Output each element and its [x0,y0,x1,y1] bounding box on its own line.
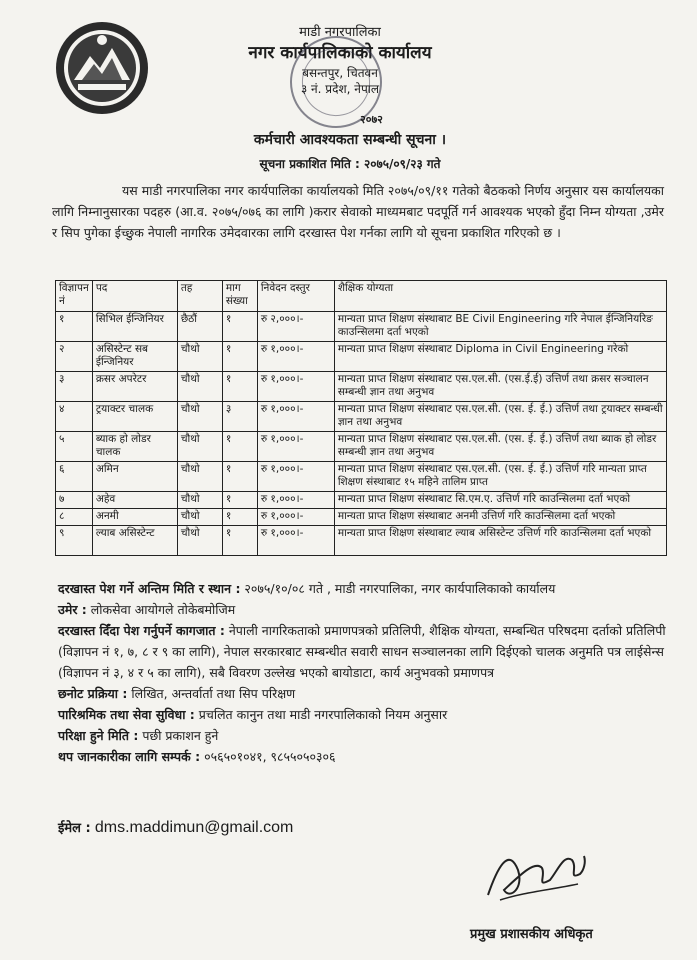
cell-count: १ [222,312,257,342]
cell-post: असिस्टेन्ट सब ईन्जिनियर [92,342,177,372]
table-row [56,509,667,526]
cell-post: ट्रयाक्टर चालक [92,402,177,432]
province-line: ३ नं. प्रदेश, नेपाल [300,82,380,96]
cell-fee: रु १,०००।- [257,509,334,526]
notice-intro-paragraph: यस माडी नगरपालिका नगर कार्यपालिका कार्यालयको मिति २०७५/०९/११ गतेको बैठकको निर्णय अनुसार यस कार्यालयका लागि निम्नानुसारका पदहरु (आ.व. २०७५/०७६ का लागि )करार सेवाको माध्यमबाट पदपूर्ति गर्न आवश्यक भएको हुँदा निम्न योग्यता ,उमेर र सिप पुगेका ईच्छुक नेपाली नागरिक उमेदवारका लागि दरखास्त पेश गर्नका लागि यो सूचना प्रकाशित गरिएको छ । [52,183,664,240]
notice-title: कर्मचारी आवश्यकता सम्बन्धी सूचना । [253,132,447,148]
cell-level: छैठौं [177,312,222,342]
cell-ad-number: ६ [56,462,93,492]
cell-post: अनमी [92,509,177,526]
municipality-name: माडी नगरपालिका [299,25,381,40]
exam-value: पछी प्रकाशन हुने [142,728,219,743]
cell-qualification: मान्यता प्राप्त शिक्षण संस्थाबाट एस.एल.सी. (एस. ई. ई.) उत्तिर्ण तथा ट्रयाक्टर सम्बन्धी ज्ञान तथा अनुभव [334,402,666,432]
office-address: बसन्तपुर, चितवन [302,66,378,80]
age-label: उमेर : [58,602,87,617]
cell-post: ल्याब असिस्टेन्ट [92,526,177,556]
cell-fee: रु १,०००।- [257,526,334,556]
age-value: लोकसेवा आयोगले तोकेबमोजिम [90,602,236,617]
cell-qualification: मान्यता प्राप्त शिक्षण संस्थाबाट Diploma in Civil Engineering गरेको [334,342,666,372]
vacancy-table [55,280,667,556]
cell-post: अहेव [92,492,177,509]
cell-ad-number: १ [56,312,93,342]
contact-label: थप जानकारीका लागि सम्पर्क : [58,749,201,764]
cell-count: १ [222,462,257,492]
cell-level: चौथो [177,509,222,526]
cell-post: अमिन [92,462,177,492]
deadline-line [58,578,666,599]
email-line [58,818,293,837]
cell-post: ब्याक हो लोडर चालक [92,432,177,462]
header-fee: निवेदन दस्तुर [257,281,334,312]
header-post: पद [92,281,177,312]
cell-qualification: मान्यता प्राप्त शिक्षण संस्थाबाट एस.एल.सी. (एस. ई. ई.) उत्तिर्ण गरि मान्यता प्राप्त शिक्षण संस्थाबाट १५ महिने तालिम प्राप्त [334,462,666,492]
cell-ad-number: २ [56,342,93,372]
table-row [56,492,667,509]
table-row [56,342,667,372]
cell-fee: रु १,०००।- [257,402,334,432]
cell-level: चौथो [177,432,222,462]
header-qualification: शैक्षिक योग्यता [334,281,666,312]
documents-label: दरखास्त दिँदा पेश गर्नुपर्ने कागजात : [58,623,225,638]
cell-count: ३ [222,402,257,432]
table-row [56,526,667,556]
cell-ad-number: ३ [56,372,93,402]
documents-value: नेपाली नागरिकताको प्रमाणपत्रको प्रतिलिपी, शैक्षिक योग्यता, सम्बन्धित परिषदमा दर्ताको प्रतिलिपी (विज्ञापन नं १, ७, ८ र ९ का लागि), नेपाल सरकारबाट सम्बन्धीत सवारी साधन सञ्चालनका लागि दिईएको चालक अनुमति पत्र लाईसेन्स (विज्ञापन नं ३, ४ र ५ का लागि), सबै विवरण उल्लेख भएको बायोडाटा, कार्य अनुभवको प्रमाणपत्र [58,623,666,680]
cell-qualification: मान्यता प्राप्त शिक्षण संस्थाबाट अनमी उत्तिर्ण गरि काउन्सिलमा दर्ता भएको [334,509,666,526]
header-level: तह [177,281,222,312]
cell-fee: रु १,०००।- [257,342,334,372]
header-count: माग संख्या [222,281,257,312]
cell-count: १ [222,372,257,402]
contact-value: ०५६५०१०४१, ९८५५०५०३०६ [204,749,336,764]
cell-level: चौथो [177,492,222,509]
government-emblem-icon [52,18,152,118]
cell-count: १ [222,492,257,509]
table-row [56,402,667,432]
cell-level: चौथो [177,372,222,402]
pay-label: पारिश्रमिक तथा सेवा सुविधा : [58,707,195,722]
cell-ad-number: ९ [56,526,93,556]
cell-count: १ [222,509,257,526]
cell-post: सिभिल ईन्जिनियर [92,312,177,342]
office-name: नगर कार्यपालिकाको कार्यालय [248,43,432,63]
table-row [56,312,667,342]
cell-fee: रु २,०००।- [257,312,334,342]
cell-level: चौथो [177,342,222,372]
cell-ad-number: ८ [56,509,93,526]
table-row [56,372,667,402]
cell-ad-number: ७ [56,492,93,509]
selection-label: छनोट प्रक्रिया : [58,686,128,701]
selection-line [58,683,666,704]
cell-count: १ [222,432,257,462]
table-header-row [56,281,667,312]
cell-qualification: मान्यता प्राप्त शिक्षण संस्थाबाट एस.एल.सी. (एस.ई.ई) उत्तिर्ण तथा क्रसर सञ्चालन सम्बन्धी ज्ञान तथा अनुभव [334,372,666,402]
officer-title: प्रमुख प्रशासकीय अधिकृत [470,927,593,942]
published-date: सूचना प्रकाशित मिति : २०७५/०९/२३ गते [259,157,441,171]
deadline-label: दरखास्त पेश गर्ने अन्तिम मिति र स्थान : [58,581,241,596]
table-row [56,462,667,492]
cell-count: १ [222,526,257,556]
pay-value: प्रचलित कानुन तथा माडी नगरपालिकाको नियम अनुसार [198,707,448,722]
exam-line [58,725,666,746]
cell-fee: रु १,०००।- [257,372,334,402]
cell-level: चौथो [177,526,222,556]
exam-label: परिक्षा हुने मिति : [58,728,139,743]
application-details [58,578,666,767]
cell-fee: रु १,०००।- [257,462,334,492]
cell-fee: रु १,०००।- [257,492,334,509]
cell-fee: रु १,०००।- [257,432,334,462]
handwritten-signature [480,840,590,910]
cell-qualification: मान्यता प्राप्त शिक्षण संस्थाबाट सि.एम.ए. उत्तिर्ण गरि काउन्सिलमा दर्ता भएको [334,492,666,509]
cell-level: चौथो [177,402,222,432]
cell-post: क्रसर अपरेटर [92,372,177,402]
email-value: dms.maddimun@gmail.com [94,819,294,836]
cell-ad-number: ४ [56,402,93,432]
age-line [58,599,666,620]
email-label: ईमेल : [58,821,91,836]
pay-line [58,704,666,725]
header-ad-number: विज्ञापन नं [56,281,93,312]
seal-year: २०७२ [360,113,383,126]
cell-count: १ [222,342,257,372]
cell-qualification: मान्यता प्राप्त शिक्षण संस्थाबाट BE Civil Engineering गरि नेपाल ईन्जिनियरिङ काउन्सिलमा दर्ता भएको [334,312,666,342]
cell-ad-number: ५ [56,432,93,462]
selection-value: लिखित, अन्तर्वार्ता तथा सिप परिक्षण [131,686,296,701]
deadline-value: २०७५/१०/०८ गते , माडी नगरपालिका, नगर कार्यपालिकाको कार्यालय [244,581,556,596]
contact-line [58,746,666,767]
cell-qualification: मान्यता प्राप्त शिक्षण संस्थाबाट एस.एल.सी. (एस. ई. ई.) उत्तिर्ण तथा ब्याक हो लोडर सम्बन्धी ज्ञान तथा अनुभव [334,432,666,462]
table-row [56,432,667,462]
cell-level: चौथो [177,462,222,492]
cell-qualification: मान्यता प्राप्त शिक्षण संस्थाबाट ल्याब असिस्टेन्ट उत्तिर्ण गरि काउन्सिलमा दर्ता भएको [334,526,666,556]
documents-line [58,620,666,683]
